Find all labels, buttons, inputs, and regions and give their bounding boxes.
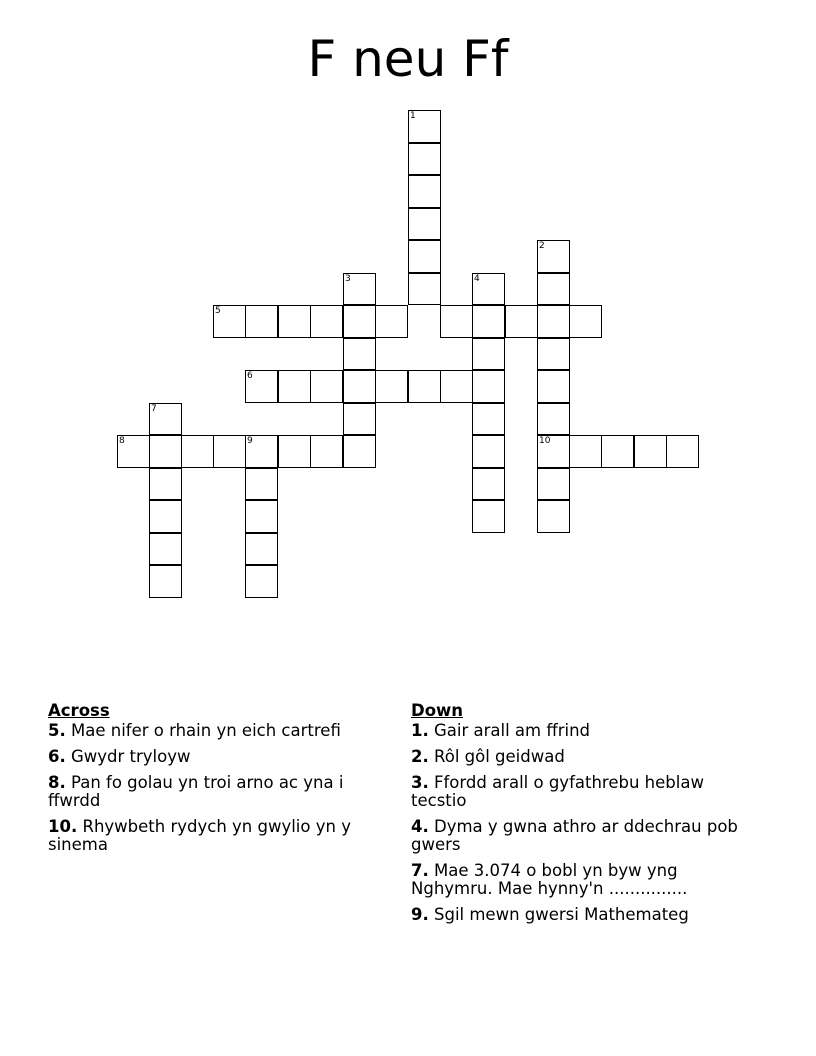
- clue-number: 5.: [48, 721, 66, 740]
- crossword-cell[interactable]: [278, 305, 311, 338]
- crossword-cell[interactable]: [634, 435, 667, 468]
- crossword-cell[interactable]: [537, 435, 570, 468]
- crossword-cell[interactable]: [149, 500, 182, 533]
- crossword-cell[interactable]: [408, 110, 441, 143]
- clue-number-label: 7: [151, 403, 157, 414]
- crossword-cell[interactable]: [505, 305, 538, 338]
- crossword-cell[interactable]: [343, 370, 376, 403]
- crossword-cell[interactable]: [181, 435, 214, 468]
- clue-text: Rôl gôl geidwad: [428, 747, 565, 766]
- down-clue-1: [411, 722, 751, 740]
- clue-number-label: 10: [539, 436, 551, 446]
- clue-number: 1.: [411, 721, 429, 740]
- clue-text: Gair arall am ffrind: [428, 721, 591, 740]
- crossword-cell[interactable]: [472, 500, 505, 533]
- crossword-cell[interactable]: [537, 305, 570, 338]
- crossword-cell[interactable]: [310, 305, 343, 338]
- clue-number: 4.: [411, 817, 429, 836]
- crossword-cell[interactable]: [245, 370, 278, 403]
- crossword-cell[interactable]: [408, 143, 441, 176]
- crossword-cell[interactable]: [245, 565, 278, 598]
- crossword-cell[interactable]: [213, 305, 246, 338]
- clue-number-label: 1: [410, 111, 416, 121]
- crossword-cell[interactable]: [472, 305, 505, 338]
- clue-number-label: 5: [215, 306, 221, 316]
- clue-text: Rhywbeth rydych yn gwylio yn y sinema: [48, 817, 351, 854]
- crossword-cell[interactable]: [213, 435, 246, 468]
- across-clues: [48, 702, 388, 862]
- crossword-cell[interactable]: [472, 338, 505, 371]
- clue-number: 6.: [48, 747, 66, 766]
- crossword-cell[interactable]: [408, 273, 441, 306]
- crossword-cell[interactable]: [472, 403, 505, 436]
- clue-number: 9.: [411, 905, 429, 924]
- across-heading: Across: [48, 701, 110, 720]
- crossword-cell[interactable]: [472, 468, 505, 501]
- page-title: F neu Ff: [307, 30, 509, 88]
- crossword-cell[interactable]: [375, 370, 408, 403]
- crossword-cell[interactable]: [149, 468, 182, 501]
- crossword-cell[interactable]: [408, 240, 441, 273]
- crossword-cell[interactable]: [569, 435, 602, 468]
- crossword-cell[interactable]: [408, 208, 441, 241]
- crossword-cell[interactable]: [601, 435, 634, 468]
- clue-text: Sgil mewn gwersi Mathemateg: [428, 905, 689, 924]
- crossword-cell[interactable]: [278, 435, 311, 468]
- crossword-cell[interactable]: [440, 370, 473, 403]
- clue-number-label: 8: [119, 436, 125, 446]
- clue-number-label: 4: [474, 273, 480, 284]
- down-heading: Down: [411, 701, 464, 720]
- crossword-cell[interactable]: [472, 273, 505, 306]
- crossword-cell[interactable]: [149, 403, 182, 436]
- crossword-cell[interactable]: [537, 273, 570, 306]
- crossword-cell[interactable]: [343, 403, 376, 436]
- down-clue-4: [411, 818, 751, 854]
- clue-text: Pan fo golau yn troi arno ac yna i ffwrdd: [48, 773, 344, 810]
- clue-number-label: 6: [247, 371, 253, 381]
- clue-number: 8.: [48, 773, 66, 792]
- clue-number: 2.: [411, 747, 429, 766]
- down-clue-7: [411, 862, 751, 898]
- crossword-cell[interactable]: [278, 370, 311, 403]
- crossword-cell[interactable]: [408, 175, 441, 208]
- clue-number-label: 3: [345, 273, 351, 284]
- down-clue-2: [411, 748, 751, 766]
- crossword-cell[interactable]: [343, 305, 376, 338]
- crossword-cell[interactable]: [343, 435, 376, 468]
- crossword-cell[interactable]: [245, 305, 278, 338]
- crossword-cell[interactable]: [537, 500, 570, 533]
- crossword-cell[interactable]: [343, 338, 376, 371]
- crossword-cell[interactable]: [537, 240, 570, 273]
- crossword-cell[interactable]: [245, 500, 278, 533]
- crossword-cell[interactable]: [666, 435, 699, 468]
- crossword-cell[interactable]: [472, 435, 505, 468]
- crossword-cell[interactable]: [245, 533, 278, 566]
- clue-number: 7.: [411, 861, 429, 880]
- crossword-cell[interactable]: [245, 435, 278, 468]
- crossword-cell[interactable]: [310, 370, 343, 403]
- crossword-cell[interactable]: [408, 370, 441, 403]
- clue-text: Mae nifer o rhain yn eich cartrefi: [65, 721, 341, 740]
- crossword-cell[interactable]: [472, 370, 505, 403]
- crossword-cell[interactable]: [149, 435, 182, 468]
- clue-text: Ffordd arall o gyfathrebu heblaw tecstio: [411, 773, 704, 810]
- crossword-cell[interactable]: [149, 565, 182, 598]
- crossword-cell[interactable]: [537, 338, 570, 371]
- clue-number-label: 2: [539, 241, 545, 251]
- across-clue-5: [48, 722, 388, 740]
- across-clue-10: [48, 818, 388, 854]
- crossword-cell[interactable]: [343, 273, 376, 306]
- crossword-cell[interactable]: [375, 305, 408, 338]
- clue-number: 10.: [48, 817, 78, 836]
- crossword-cell[interactable]: [537, 468, 570, 501]
- across-clue-8: [48, 774, 388, 810]
- crossword-cell[interactable]: [440, 305, 473, 338]
- crossword-cell[interactable]: [245, 468, 278, 501]
- down-clue-9: [411, 906, 751, 924]
- crossword-cell[interactable]: [569, 305, 602, 338]
- crossword-cell[interactable]: [117, 435, 150, 468]
- clue-number-label: 9: [247, 436, 253, 446]
- down-clues: [411, 702, 751, 932]
- crossword-cell[interactable]: [149, 533, 182, 566]
- crossword-cell[interactable]: [537, 370, 570, 403]
- clue-text: Mae 3.074 o bobl yn byw yng Nghymru. Mae hynny'n ...............: [411, 861, 688, 898]
- crossword-cell[interactable]: [537, 403, 570, 436]
- crossword-cell[interactable]: [310, 435, 343, 468]
- clue-number: 3.: [411, 773, 429, 792]
- clue-text: Gwydr tryloyw: [65, 747, 191, 766]
- across-clue-6: [48, 748, 388, 766]
- down-clue-3: [411, 774, 751, 810]
- clue-text: Dyma y gwna athro ar ddechrau pob gwers: [411, 817, 738, 854]
